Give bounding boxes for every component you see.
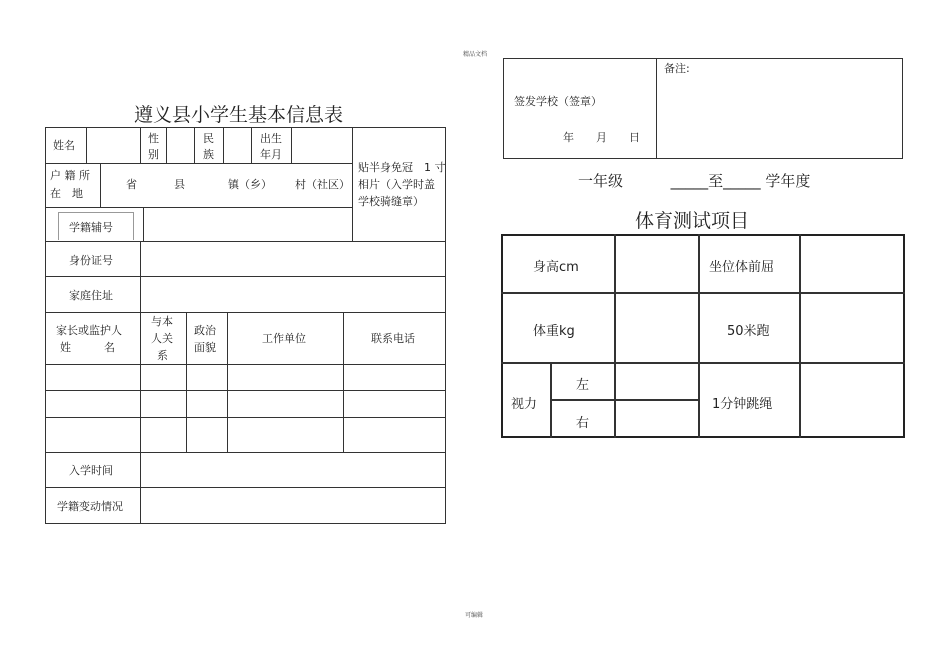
pe-weight: 体重kg: [533, 324, 575, 339]
remarks-label: 备注:: [664, 62, 690, 75]
label-town: 镇（乡）: [228, 178, 272, 191]
date-line: 年 月 日: [563, 131, 640, 144]
form-title: 遵义县小学生基本信息表: [134, 104, 344, 126]
label-gender-2: 别: [148, 148, 159, 161]
label-phone: 联系电话: [371, 332, 415, 345]
label-hukou-1: 户 籍 所: [50, 169, 90, 182]
label-politics-1: 政治: [194, 324, 216, 337]
pe-rope: 1分钟跳绳: [712, 397, 773, 412]
label-village: 村（社区）: [295, 178, 350, 191]
label-relation-1: 与本: [151, 315, 173, 328]
pe-vision-left: 左: [576, 378, 590, 393]
label-relation-2: 人关: [151, 332, 173, 345]
photo-note-2: 相片（入学时盖: [358, 178, 435, 191]
label-province: 省: [126, 178, 137, 191]
school-year-label: 学年度: [765, 172, 811, 190]
school-sign-label: 签发学校（签章）: [514, 95, 602, 108]
label-ethnicity-1: 民: [203, 132, 214, 145]
photo-note-3: 学校骑缝章）: [358, 195, 424, 208]
label-parent-2: 姓 名: [60, 341, 115, 354]
label-birth-2: 年月: [260, 148, 282, 161]
pe-vision: 视力: [511, 397, 538, 412]
label-county: 县: [174, 178, 185, 191]
label-student-no: 学籍辅号: [69, 221, 113, 234]
label-id-no: 身份证号: [69, 254, 113, 267]
label-workplace: 工作单位: [262, 332, 306, 345]
label-address: 家庭住址: [69, 289, 113, 302]
label-hukou-2: 在 地: [50, 187, 83, 200]
year-range: _____至_____: [670, 172, 761, 190]
grade-label: 一年级: [578, 172, 624, 190]
pe-vision-right: 右: [576, 416, 590, 431]
footer-note: 可编辑: [465, 612, 484, 619]
pe-title: 体育测试项目: [635, 210, 750, 232]
label-status-change: 学籍变动情况: [57, 500, 123, 513]
grade-line: [578, 170, 810, 191]
label-ethnicity-2: 族: [203, 148, 214, 161]
pe-run50: 50米跑: [727, 324, 770, 339]
label-relation-3: 系: [157, 349, 168, 362]
label-politics-2: 面貌: [194, 341, 216, 354]
label-enroll-time: 入学时间: [69, 464, 113, 477]
label-birth-1: 出生: [260, 132, 282, 145]
photo-note-1: 贴半身免冠 1 寸: [358, 161, 446, 174]
label-parent-1: 家长或监护人: [56, 324, 122, 337]
pe-height: 身高cm: [533, 260, 579, 275]
pe-sit-reach: 坐位体前屈: [709, 260, 775, 275]
label-gender-1: 性: [148, 132, 159, 145]
label-name: 姓名: [53, 139, 75, 152]
header-note: 精品文档: [463, 51, 488, 58]
